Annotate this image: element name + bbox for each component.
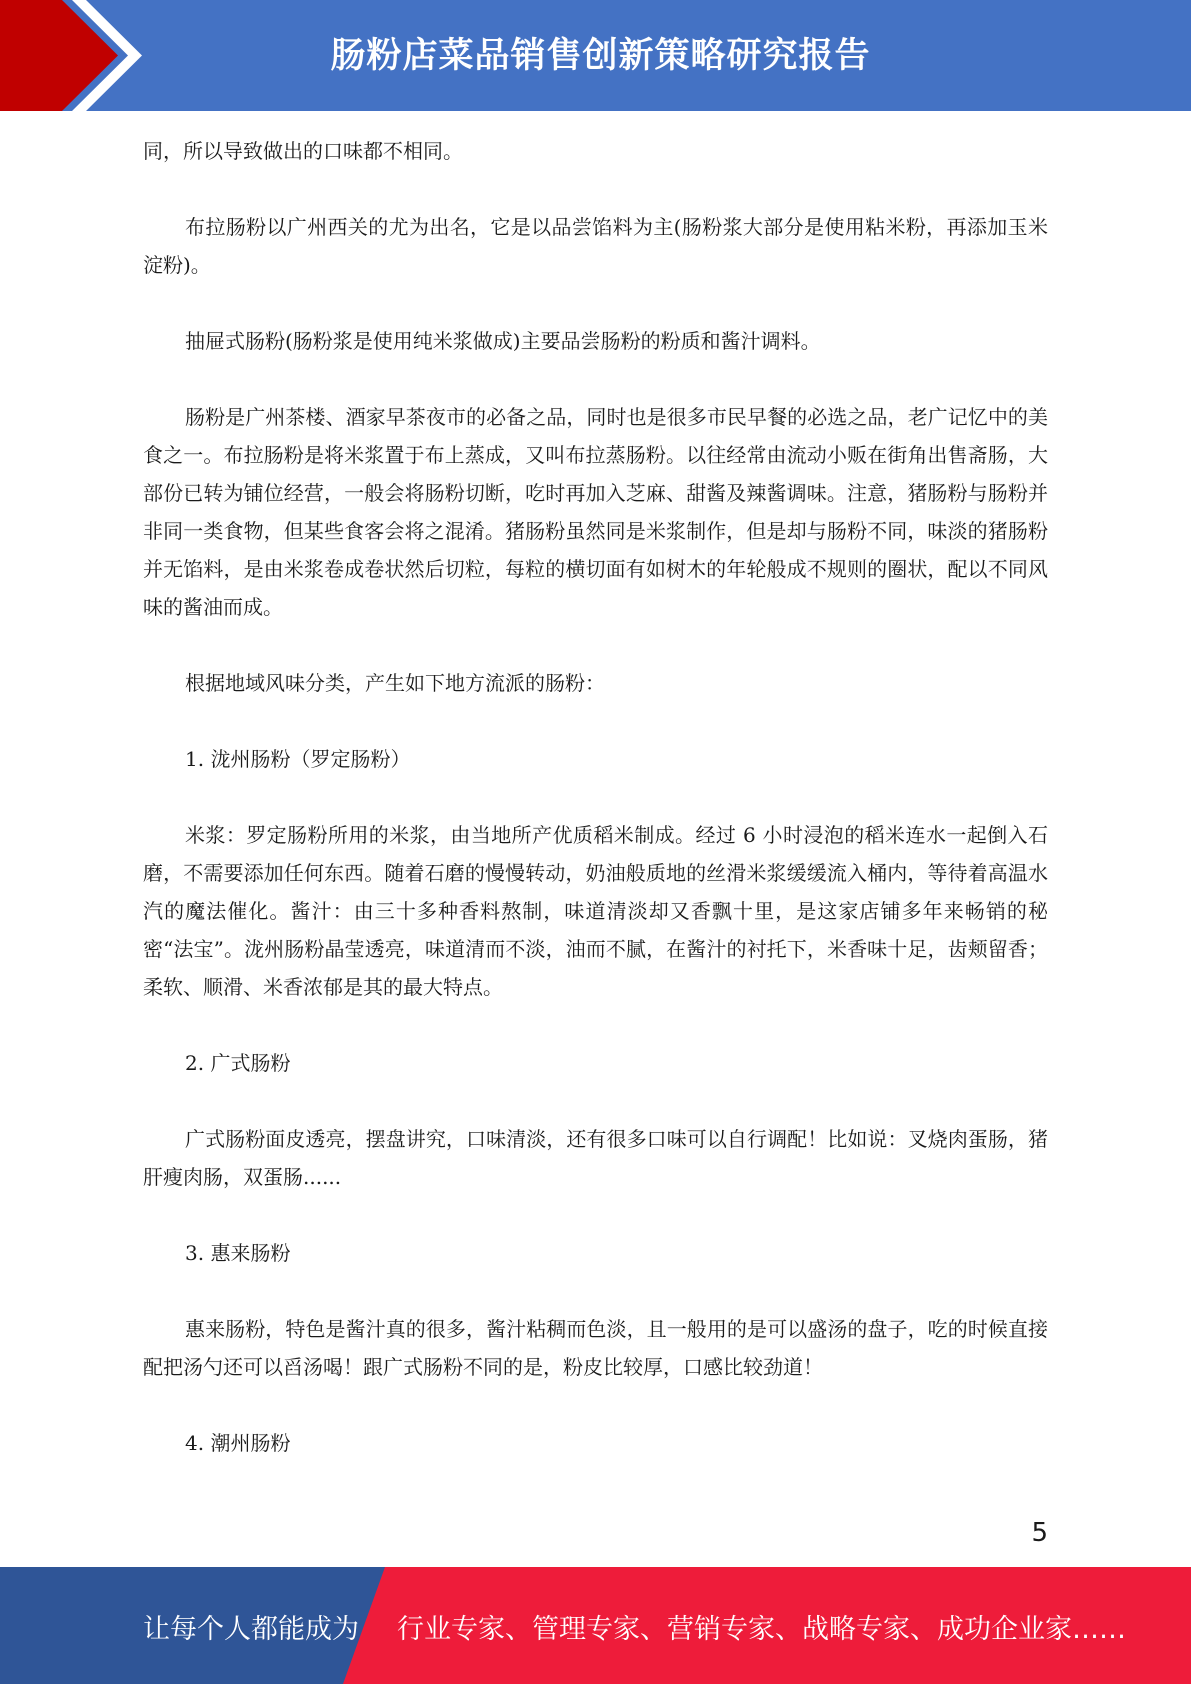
paragraph: 抽屉式肠粉(肠粉浆是使用纯米浆做成)主要品尝肠粉的粉质和酱汁调料。 — [185, 329, 821, 353]
paragraph: 广式肠粉面皮透亮，摆盘讲究，口味清淡，还有很多口味可以自行调配！比如说：叉烧肉蛋肠，猪肝瘦肉肠，双蛋肠...... — [143, 1127, 1048, 1189]
paragraph: 惠来肠粉，特色是酱汁真的很多，酱汁粘稠而色淡，且一般用的是可以盛汤的盘子，吃的时候直接配把汤勺还可以舀汤喝！跟广式肠粉不同的是，粉皮比较厚，口感比较劲道！ — [143, 1317, 1048, 1379]
list-heading: 2. 广式肠粉 — [185, 1051, 291, 1075]
paragraph: 同，所以导致做出的口味都不相同。 — [143, 139, 463, 163]
list-heading: 4. 潮州肠粉 — [185, 1431, 291, 1455]
list-heading: 1. 泷州肠粉（罗定肠粉） — [185, 747, 411, 771]
document-body — [143, 132, 1048, 1500]
page-footer — [0, 1567, 1191, 1684]
footer-slogan-right: 行业专家、管理专家、营销专家、战略专家、成功企业家…… — [397, 1614, 1126, 1645]
paragraph: 布拉肠粉以广州西关的尤为出名，它是以品尝馅料为主(肠粉浆大部分是使用粘米粉，再添加玉米淀粉)。 — [143, 215, 1048, 277]
paragraph: 根据地域风味分类，产生如下地方流派的肠粉： — [185, 671, 605, 695]
document-title: 肠粉店菜品销售创新策略研究报告 — [330, 36, 871, 76]
page-number: 5 — [1031, 1518, 1048, 1548]
header-arrow-decoration — [0, 0, 160, 111]
paragraph: 肠粉是广州茶楼、酒家早茶夜市的必备之品，同时也是很多市民早餐的必选之品，老广记忆中的美食之一。布拉肠粉是将米浆置于布上蒸成，又叫布拉蒸肠粉。以往经常由流动小贩在街角出售斋肠，大部份已转为铺位经营，一般会将肠粉切断，吃时再加入芝麻、甜酱及辣酱调味。注意，猪肠粉与肠粉并非同一类食物，但某些食客会将之混淆。猪肠粉虽然同是米浆制作，但是却与肠粉不同，味淡的猪肠粉并无馅料，是由米浆卷成卷状然后切粒，每粒的横切面有如树木的年轮般成不规则的圈状，配以不同风味的酱油而成。 — [143, 405, 1048, 619]
page-header — [0, 0, 1191, 111]
list-heading: 3. 惠来肠粉 — [185, 1241, 291, 1265]
footer-slogan-left: 让每个人都能成为 — [143, 1614, 359, 1645]
paragraph: 米浆：罗定肠粉所用的米浆，由当地所产优质稻米制成。经过 6 小时浸泡的稻米连水一起倒入石磨，不需要添加任何东西。随着石磨的慢慢转动，奶油般质地的丝滑米浆缓缓流入桶内，等待着高温水汽的魔法催化。酱汁：由三十多种香料熬制，味道清淡却又香飘十里，是这家店铺多年来畅销的秘密“法宝”。泷州肠粉晶莹透亮，味道清而不淡，油而不腻，在酱汁的衬托下，米香味十足，齿颊留香；柔软、顺滑、米香浓郁是其的最大特点。 — [143, 823, 1048, 999]
